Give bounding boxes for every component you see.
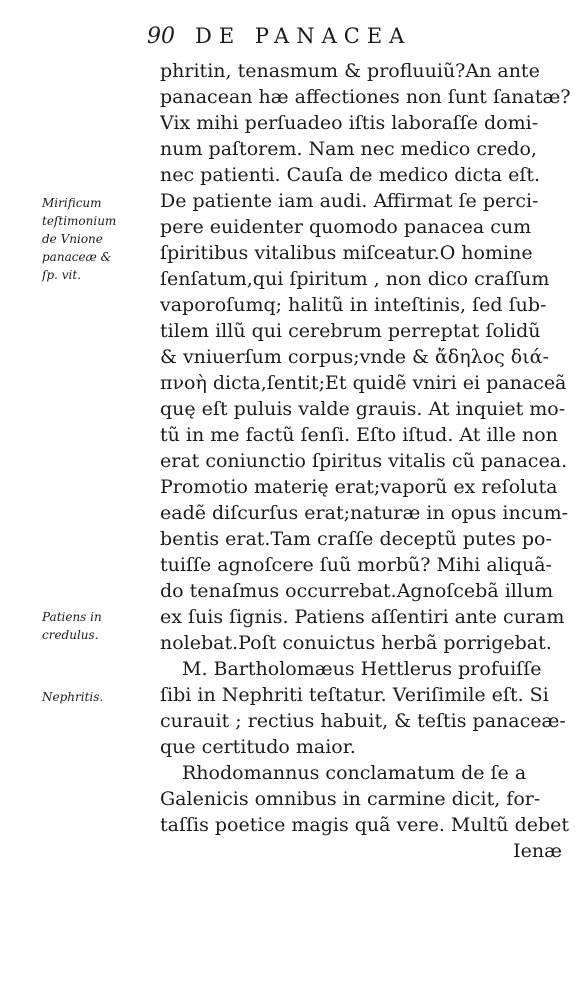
text-line: ex ſuis ſignis. Patiens aſſentiri ante curam [160, 606, 565, 628]
text-line: pere euidenter quomodo panacea cum [160, 216, 532, 238]
text-line: erat coniunctio ſpiritus vitalis cũ panacea. [160, 450, 568, 472]
text-line: panacean hæ affectiones non ſunt ſanatæ? [160, 86, 571, 108]
text-line: que certitudo maior. [160, 736, 356, 758]
text-line: quę eſt puluis valde grauis. At inquiet mo- [160, 398, 566, 420]
text-line: πνοὴ dicta,ſentit;Et quidẽ vniri ei panaceã [160, 372, 567, 394]
margin-note-line: de Vnione [42, 232, 103, 246]
margin-note-line: credulus. [42, 628, 99, 642]
margin-note-line: Patiens in [42, 610, 102, 624]
running-title: DE PANACEA [195, 24, 412, 48]
body-text [160, 58, 572, 864]
text-line: taſſis poetice magis quã vere. Multũ debet [160, 814, 570, 836]
text-line: tũ in me factũ ſenſi. Eſto iſtud. At ille non [160, 424, 558, 446]
page-number: 90 [147, 24, 175, 49]
text-line: Vix mihi perſuadeo iſtis laboraſſe domi- [160, 112, 539, 134]
text-line: eadẽ diſcurſus erat;naturæ in opus incum- [160, 502, 569, 524]
margin-note-line: ſp. vit. [42, 268, 82, 282]
margin-note-line: teſtimonium [42, 214, 117, 228]
text-line: & vniuerſum corpus;vnde & ἄδηλος διά- [160, 346, 549, 368]
margin-note-line: Nephritis. [42, 690, 104, 704]
text-line: M. Bartholomæus Hettlerus profuiſſe [182, 658, 542, 680]
text-line: tuiſſe agnoſcere ſuũ morbũ? Mihi aliquã- [160, 554, 552, 576]
text-line: nec patienti. Cauſa de medico dicta eſt. [160, 164, 541, 186]
text-line: Promotio materię erat;vaporũ ex reſoluta [160, 476, 558, 498]
margin-notes [42, 0, 160, 1000]
margin-note-nephritis [42, 688, 158, 706]
text-line: Rhodomannus conclamatum de ſe a [182, 762, 527, 784]
text-line: num paſtorem. Nam nec medico credo, [160, 138, 537, 160]
margin-note-mirificum [42, 194, 158, 284]
text-line: ſibi in Nephriti teſtatur. Veriſimile eſt. Si [160, 684, 549, 706]
margin-note-patiens [42, 608, 158, 644]
text-line: Ienæ [513, 840, 562, 862]
margin-note-line: Mirificum [42, 196, 102, 210]
text-line: vaporoſumq; halitũ in inteſtinis, ſed ſub- [160, 294, 547, 316]
page-header [147, 24, 567, 56]
text-line: ſpiritibus vitalibus miſceatur.O homine [160, 242, 533, 264]
text-line: De patiente iam audi. Affirmat ſe perci- [160, 190, 539, 212]
text-line: bentis erat.Tam craſſe deceptũ putes po- [160, 528, 552, 550]
text-line: curauit ; rectius habuit, & teſtis panaceæ- [160, 710, 566, 732]
text-line: Galenicis omnibus in carmine dicit, for- [160, 788, 541, 810]
text-line: do tenaſmus occurrebat.Agnoſcebã illum [160, 580, 554, 602]
margin-note-line: panaceæ & [42, 250, 112, 264]
text-line: phritin, tenasmum & profluuiũ?An ante [160, 60, 540, 82]
text-line: ſenſatum,qui ſpiritum , non dico craſſum [160, 268, 550, 290]
text-line: tilem illũ qui cerebrum perreptat ſolidũ [160, 320, 541, 342]
text-line: nolebat.Poſt conuictus herbã porrigebat. [160, 632, 552, 654]
